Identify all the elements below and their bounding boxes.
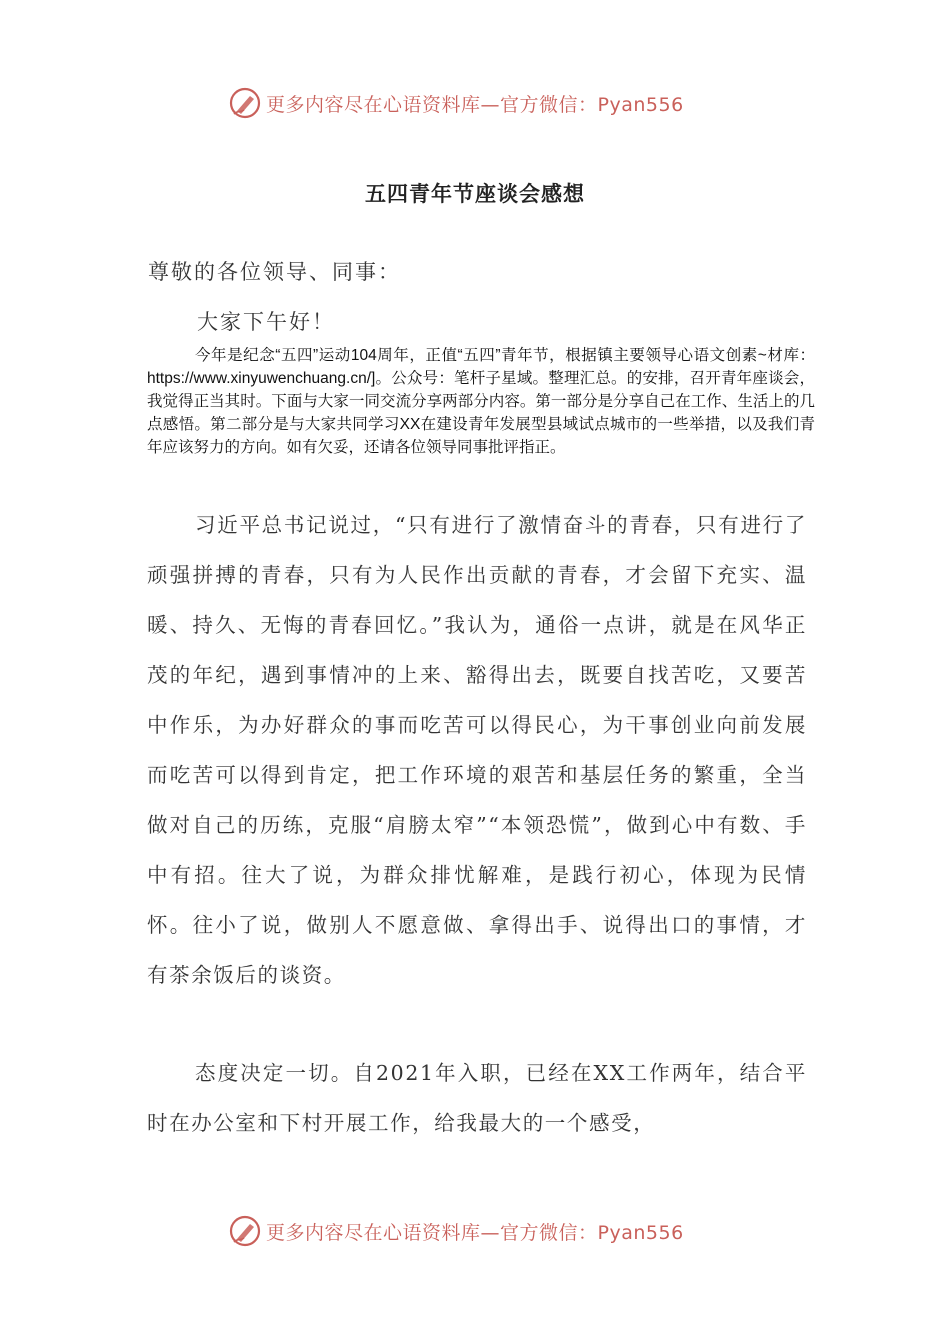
header-wechat-id: Pyan556 xyxy=(597,93,684,116)
page-title: 五四青年节座谈会感想 xyxy=(365,182,585,206)
header-banner-text: 更多内容尽在心语资料库—官方微信：Pyan556 xyxy=(266,93,684,116)
pen-logo-icon xyxy=(228,86,262,120)
footer-banner-text: 更多内容尽在心语资料库—官方微信：Pyan556 xyxy=(266,1221,684,1244)
pen-logo-icon xyxy=(228,1214,262,1248)
footer-banner xyxy=(228,1214,684,1248)
header-banner xyxy=(228,86,684,120)
footer-wechat-id: Pyan556 xyxy=(597,1221,684,1244)
body-paragraph-1: 习近平总书记说过，“只有进行了激情奋斗的青春，只有进行了顽强拼搏的青春，只有为人民作出贡献的青春，才会留下充实、温暖、持久、无悔的青春回忆。”我认为，通俗一点讲，就是在风华正茂的年纪，遇到事情冲的上来、豁得出去，既要自找苦吃，又要苦中作乐，为办好群众的事而吃苦可以得民心，为干事创业向前发展而吃苦可以得到肯定，把工作环境的艰苦和基层任务的繁重，全当做对自己的历练，克服“肩膀太窄”“本领恐慌”，做到心中有数、手中有招。往大了说，为群众排忧解难，是践行初心，体现为民情怀。往小了说，做别人不愿意做、拿得出手、说得出口的事情，才有茶余饭后的谈资。 xyxy=(147,513,807,987)
greeting: 大家下午好！ xyxy=(197,310,335,334)
salutation: 尊敬的各位领导、同事： xyxy=(148,260,401,284)
intro-paragraph: 今年是纪念“五四”运动104周年，正值“五四”青年节，根据镇主要领导心语文创素~材库：https://www.xinyuwenchuang.cn/]。公众号：笔杆子星域。整理汇总。的安排，召开青年座谈会，我觉得正当其时。下面与大家一同交流分享两部分内容。第一部分是分享自己在工作、生活上的几点感悟。第二部分是与大家共同学习XX在建设青年发展型县域试点城市的一些举措，以及我们青年应该努力的方向。如有欠妥，还请各位领导同事批评指正。 xyxy=(147,347,815,456)
body-paragraph-2: 态度决定一切。自2021年入职，已经在XX工作两年，结合平时在办公室和下村开展工作，给我最大的一个感受， xyxy=(147,1061,807,1135)
